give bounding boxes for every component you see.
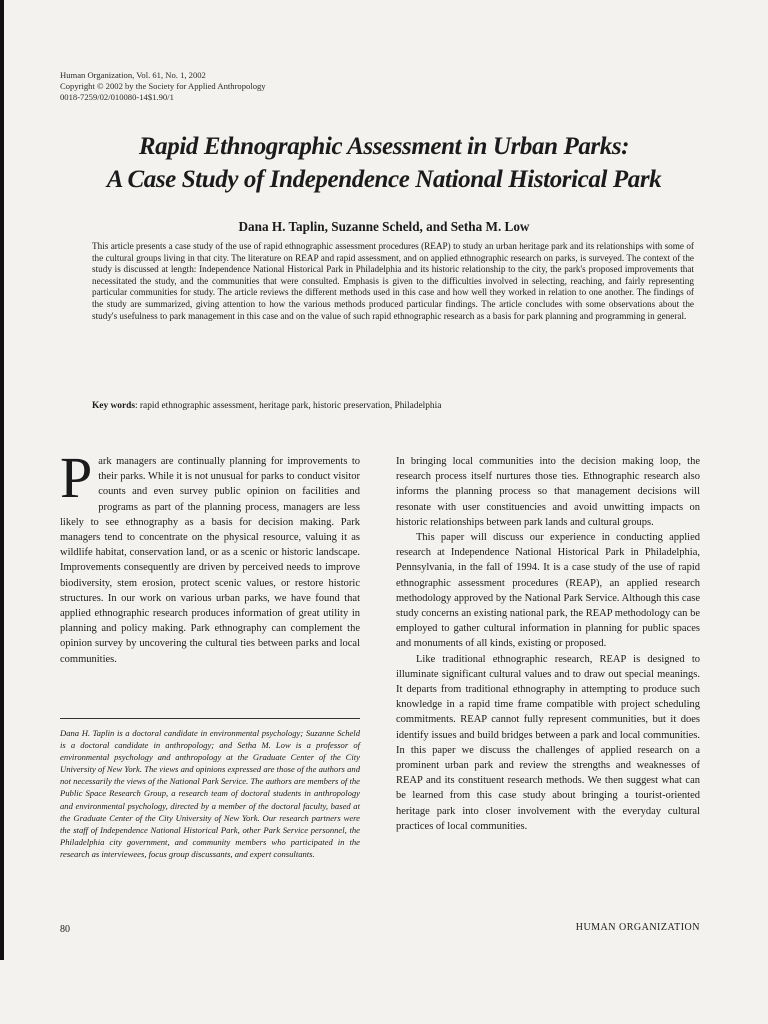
title-line-1: Rapid Ethnographic Assessment in Urban Parks: (138, 133, 630, 160)
intro-paragraph (60, 445, 360, 667)
body-paragraph-1: In bringing local communities into the decision making loop, the research process itself nurtures those ties. Ethnographic research also informs the planning process so that management decisions will resonate with user constituencies and avoid unwitting impacts on historic relationships between park lands and cultural groups. (396, 456, 700, 528)
dropcap: P (60, 445, 93, 510)
left-column (60, 445, 360, 667)
intro-text: ark managers are continually planning for improvements to their parks. While it is not unusual for parks to conduct visitor counts and even survey public opinion on facilities and programs as part of the planning process, managers are less likely to see ethnography as a basis for decision making. Park managers tend to concentrate on the physical resource, valuing it as wildlife habitat, conservation land, or as a scenic or historic landscape. Improvements consequently are driven by perceived needs to improve biodiversity, stem erosion, protect scenic values, or restore historic structures. In our work on various urban parks, we have found that applied ethnographic research produces information of great utility in planning and policy making. Park ethnography can complement the opinion survey by uncovering the cultural ties between parks and local communities. (60, 456, 360, 665)
copyright-line: Copyright © 2002 by the Society for Applied Anthropology (60, 81, 266, 91)
authors: Dana H. Taplin, Suzanne Scheld, and Setha M. Low (238, 219, 530, 234)
page-number: 80 (60, 924, 70, 935)
body-paragraph-3: Like traditional ethnographic research, REAP is designed to illuminate significant cultural values and to draw out special meanings. It departs from traditional ethnography in attempting to produce such knowledge in a rapid time frame compatible with project scheduling commitments. REAP cannot fully represent communities, but it does identify issues and build bridges between a park and local communities. In this paper we discuss the challenges of applied research on a prominent urban park and review the strengths and weaknesses of REAP and its constituent research methods. We then suggest what can be learned from this case study about bringing a tourist-oriented heritage park into closer involvement with the everyday cultural practices of local communities. (396, 653, 700, 832)
keywords (92, 401, 694, 411)
issn-line: 0018-7259/02/010080-14$1.90/1 (60, 92, 174, 102)
body-paragraph-2: This paper will discuss our experience in conducting applied research at Independence National Historical Park in Philadelphia, Pennsylvania, in the fall of 1994. It is a case study of the use of rapid ethnographic assessment procedures (REAP), an applied research methodology approved by the National Park Service. Although this case study concerns an existing national park, the REAP methodology can be employed to gather cultural information in planning for public spaces and monuments of all kinds, existing or proposed. (396, 532, 700, 650)
article-title (0, 130, 768, 196)
keywords-label: Key words (92, 401, 135, 411)
journal-running-foot: HUMAN ORGANIZATION (575, 922, 700, 933)
keywords-text: : rapid ethnographic assessment, heritage park, historic preservation, Philadelphia (134, 401, 442, 411)
journal-line: Human Organization, Vol. 61, No. 1, 2002 (60, 70, 206, 80)
footnote-divider (60, 718, 360, 719)
author-footnote: Dana H. Taplin is a doctoral candidate in environmental psychology; Suzanne Scheld is a doctoral candidate in anthropology; and Setha M. Low is a professor of environmental psychology and anthropology at the Graduate Center of the City University of New York. The views and opinions expressed are those of the authors and not necessarily the views of the National Park Service. The authors are members of the Public Space Research Group, a research team of doctoral students in anthropology and environmental psychology, directed by a member of the doctoral faculty, based at the Graduate Center of the City University of New York. Our research partners were the staff of Independence National Historical Park, other Park Service personnel, the Philadelphia city government, and community members who participated in the research as interviewees, focus group discussants, and expert consultants. (60, 728, 360, 859)
abstract: This article presents a case study of the use of rapid ethnographic assessment procedures (REAP) to study an urban heritage park and its relationships with some of the cultural groups living in that city. The literature on REAP and rapid assessment, and on applied ethnographic research on parks, is surveyed. The context of the study is discussed at length: Independence National Historical Park in Philadelphia and its historic relationship to the city, the park's proposed improvements that necessitated the study, and the communities that were consulted. Emphasis is given to the difficulties involved in selecting, reaching, and fairly representing particular communities for study. The article reviews the different methods used in this case and how well they worked in relation to one another. The findings of the study are summarized, giving attention to how the various methods produced particular findings. The article concludes with some observations about the study's usefulness to park management in this case and on the value of such rapid ethnographic research as a basis for park planning and programming in general. (92, 241, 694, 321)
right-column (396, 454, 700, 834)
title-line-2: A Case Study of Independence National Historical Park (106, 166, 662, 193)
journal-header (60, 70, 266, 103)
